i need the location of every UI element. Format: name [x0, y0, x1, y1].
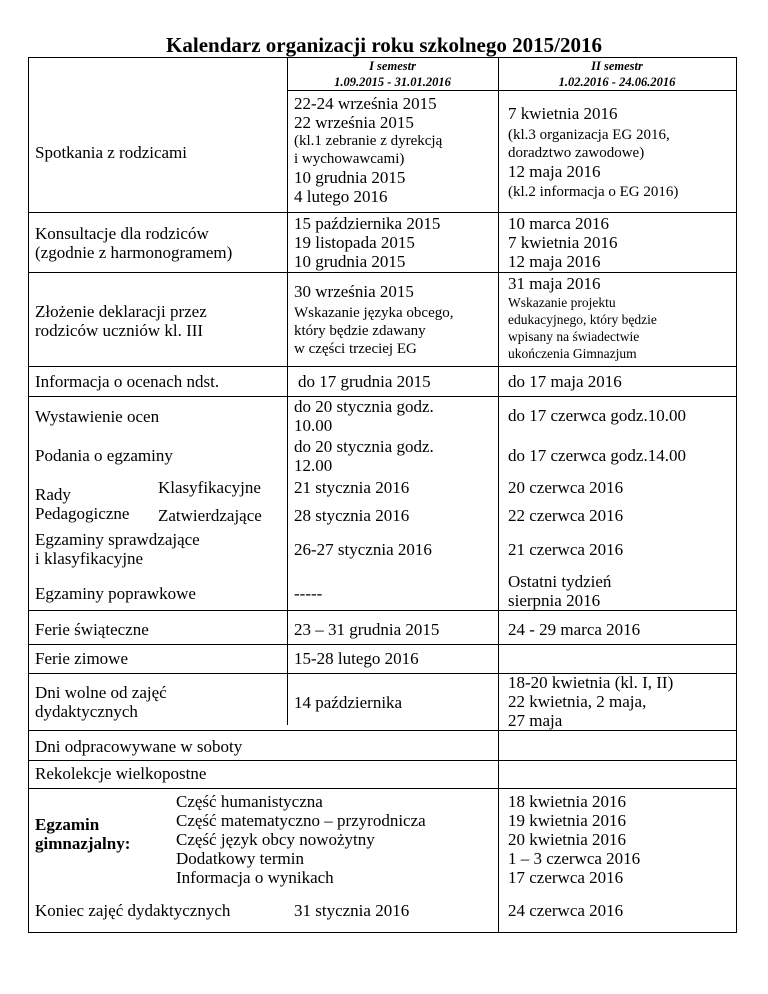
row-label-middle-school-exam: Egzamin gimnazjalny: [35, 815, 131, 853]
verification-exams-sem2: 21 czerwca 2016 [508, 540, 624, 559]
declarations-sem1: 30 września 2015 Wskazanie języka obcego, który będzie zdawany w części trzeciej EG [294, 282, 454, 357]
holiday-break-sem2: 24 - 29 marca 2016 [508, 620, 641, 639]
council-approval-label: Zatwierdzające [158, 506, 262, 525]
council-approval-sem2: 22 czerwca 2016 [508, 506, 624, 525]
holiday-break-sem1: 23 – 31 grudnia 2015 [294, 620, 440, 639]
grading-sem2: do 17 czerwca godz.10.00 [508, 406, 686, 425]
row-label-holiday-break: Ferie świąteczne [35, 620, 149, 639]
council-classification-sem1: 21 stycznia 2016 [294, 478, 410, 497]
council-approval-sem1: 28 stycznia 2016 [294, 506, 410, 525]
row-label-declarations: Złożenie deklaracji przez rodziców uczniów kl. III [35, 302, 207, 340]
exam-dates: 18 kwietnia 2016 19 kwietnia 2016 20 kwietnia 2016 1 – 3 czerwca 2016 17 czerwca 2016 [508, 792, 641, 887]
council-classification-label: Klasyfikacyjne [158, 478, 261, 497]
row-label-lenten-retreat: Rekolekcje wielkopostne [35, 764, 207, 783]
makeup-exams-sem1: ----- [294, 584, 323, 603]
row-label-meetings: Spotkania z rodzicami [35, 143, 188, 162]
page-title: Kalendarz organizacji roku szkolnego 2015/2016 [166, 33, 602, 57]
days-off-sem2: 18-20 kwietnia (kl. I, II) 22 kwietnia, 2 maja, 27 maja [508, 673, 674, 730]
row-label-saturday-makeup: Dni odpracowywane w soboty [35, 737, 243, 756]
exam-parts: Część humanistyczna Część matematyczno – przyrodnicza Część język obcy nowożytny Dodatkowy termin Informacja o wynikach [176, 792, 426, 887]
semester1-header: I semestr 1.09.2015 - 31.01.2016 [334, 59, 451, 89]
makeup-exams-sem2: Ostatni tydzień sierpnia 2016 [508, 572, 612, 610]
exam-applications-sem2: do 17 czerwca godz.14.00 [508, 446, 686, 465]
semester2-header: II semestr 1.02.2016 - 24.06.2016 [558, 59, 676, 89]
declarations-sem2: 31 maja 2016 Wskazanie projektu edukacyjnego, który będzie wpisany na świadectwie ukończenia Gimnazjum [508, 274, 657, 361]
consultations-sem2: 10 marca 2016 7 kwietnia 2016 12 maja 2016 [508, 214, 618, 271]
council-classification-sem2: 20 czerwca 2016 [508, 478, 624, 497]
failing-grades-sem2: do 17 maja 2016 [508, 372, 622, 391]
verification-exams-sem1: 26-27 stycznia 2016 [294, 540, 432, 559]
exam-applications-sem1: do 20 stycznia godz. 12.00 [294, 437, 434, 475]
row-label-councils: Rady Pedagogiczne [35, 485, 130, 523]
row-label-consultations: Konsultacje dla rodziców (zgodnie z harmonogramem) [35, 224, 233, 262]
row-label-winter-break: Ferie zimowe [35, 649, 128, 668]
row-label-failing-grades: Informacja o ocenach ndst. [35, 372, 220, 391]
end-of-classes-sem2: 24 czerwca 2016 [508, 901, 624, 920]
row-label-makeup-exams: Egzaminy poprawkowe [35, 584, 196, 603]
consultations-sem1: 15 października 2015 19 listopada 2015 10 grudnia 2015 [294, 214, 441, 271]
row-label-days-off: Dni wolne od zajęć dydaktycznych [35, 683, 167, 721]
end-of-classes-sem1: 31 stycznia 2016 [294, 901, 410, 920]
row-label-grading: Wystawienie ocen [35, 407, 160, 426]
row-label-verification-exams: Egzaminy sprawdzające i klasyfikacyjne [35, 530, 200, 568]
failing-grades-sem1: do 17 grudnia 2015 [298, 372, 431, 391]
row-label-end-of-classes: Koniec zajęć dydaktycznych [35, 901, 231, 920]
row-label-exam-applications: Podania o egzaminy [35, 446, 173, 465]
meetings-sem2: 7 kwietnia 2016 (kl.3 organizacja EG 2016, doradztwo zawodowe) 12 maja 2016 (kl.2 informacja o EG 2016) [508, 104, 679, 200]
grading-sem1: do 20 stycznia godz. 10.00 [294, 397, 434, 435]
meetings-sem1: 22-24 września 2015 22 września 2015 (kl.1 zebranie z dyrekcją i wychowawcami) 10 grudnia 2015 4 lutego 2016 [294, 94, 443, 206]
days-off-sem1: 14 października [294, 693, 403, 712]
winter-break-sem1: 15-28 lutego 2016 [294, 649, 419, 668]
